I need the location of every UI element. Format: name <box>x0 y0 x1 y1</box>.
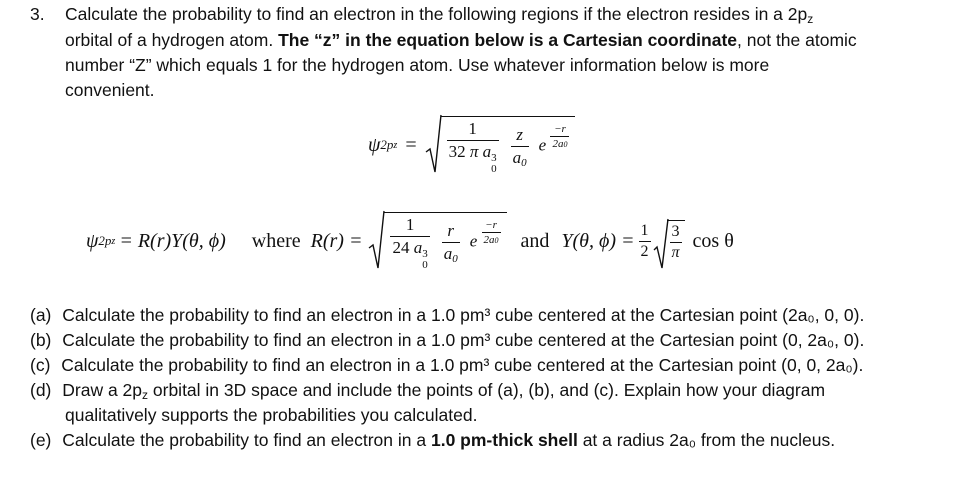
radical-sign-icon <box>425 114 443 176</box>
part-label: (d) <box>30 380 52 400</box>
sqrt-radical <box>425 116 576 175</box>
fraction-z-over-a0: $\frac{z}{a0}$ <box>512 124 527 169</box>
sqrt-radical <box>368 212 506 271</box>
part-e <box>30 428 835 453</box>
part-text: Calculate the probability to find an electron in a 1.0 pm³ cube centered at the Cartesian point (2a₀, 0, 0). <box>62 305 865 325</box>
intro-text: , not the atomic <box>737 30 857 50</box>
equation-psi-2pz <box>368 112 575 178</box>
psi-symbol: ψ <box>86 229 99 252</box>
exponential-term: e $\frac{-r}{2a0}$ <box>469 219 499 251</box>
radial-function-label: R(r) = <box>310 229 363 252</box>
part-bold: 1.0 pm-thick shell <box>430 430 578 450</box>
part-text: at a radius 2a₀ from the nucleus. <box>577 430 836 450</box>
part-text: orbital in 3D space and include the points of (a), (b), and (c). Explain how your diagram <box>148 380 826 400</box>
sqrt-three-over-pi: $\frac{3}{\pi}$ <box>653 220 685 262</box>
equals-sign: = <box>405 133 417 156</box>
where-label: where <box>251 229 301 252</box>
part-c <box>30 353 863 378</box>
intro-text: Calculate the probability to find an electron in the following regions if the electron resides in a 2p <box>65 4 808 24</box>
fraction-denominator: 32 π a 3 0 <box>448 141 497 175</box>
fraction-one-half: $\frac{1}{2}$ <box>640 221 649 260</box>
problem-number: 3. <box>30 4 45 24</box>
part-text: Draw a 2p <box>62 380 143 400</box>
cos-theta: cos θ <box>692 229 734 252</box>
exponential-term: e $\frac{-r}{2a0}$ <box>538 123 568 155</box>
part-b <box>30 328 864 353</box>
equation-separation <box>86 208 734 274</box>
intro-line-3: number “Z” which equals 1 for the hydrogen atom. Use whatever information below is more <box>65 55 770 75</box>
part-label: (a) <box>30 305 52 325</box>
angular-function-label: Y(θ, ϕ) = <box>561 229 635 252</box>
radical-sign-icon <box>368 210 386 272</box>
part-subscript: z <box>142 388 149 402</box>
and-label: and <box>520 229 550 252</box>
psi-symbol: ψ <box>368 133 381 156</box>
intro-line-4: convenient. <box>65 80 155 100</box>
fraction-numerator: 1 <box>468 118 477 138</box>
intro-bold: The “z” in the equation below is a Cartesian coordinate <box>278 30 738 50</box>
part-a <box>30 303 864 328</box>
part-text: Calculate the probability to find an electron in a <box>62 430 431 450</box>
part-label: (b) <box>30 330 52 350</box>
psi-subsubscript: z <box>111 235 116 247</box>
part-text: Calculate the probability to find an electron in a 1.0 pm³ cube centered at the Cartesian point (0, 2a₀, 0). <box>62 330 865 350</box>
fraction-r-over-a0: $\frac{r}{a0}$ <box>443 220 458 265</box>
psi-subscript: 2p <box>380 137 394 152</box>
intro-line-2 <box>65 28 857 53</box>
radical-sign-icon <box>653 218 669 272</box>
part-label: (c) <box>30 355 51 375</box>
part-text: Calculate the probability to find an electron in a 1.0 pm³ cube centered at the Cartesian point (0, 0, 2a₀). <box>61 355 864 375</box>
part-d-line-2: qualitatively supports the probabilities you calculated. <box>65 405 478 425</box>
intro-text: orbital of a hydrogen atom. <box>65 30 274 50</box>
psi-subsubscript: z <box>393 139 398 151</box>
fraction-normalization <box>447 119 499 175</box>
part-label: (e) <box>30 430 52 450</box>
psi-subscript: 2p <box>98 233 112 248</box>
intro-sub: z <box>807 12 814 26</box>
separation-rhs: = R(r)Y(θ, ϕ) <box>119 229 226 252</box>
fraction-normalization: 1 24 a 3 0 <box>392 214 428 271</box>
